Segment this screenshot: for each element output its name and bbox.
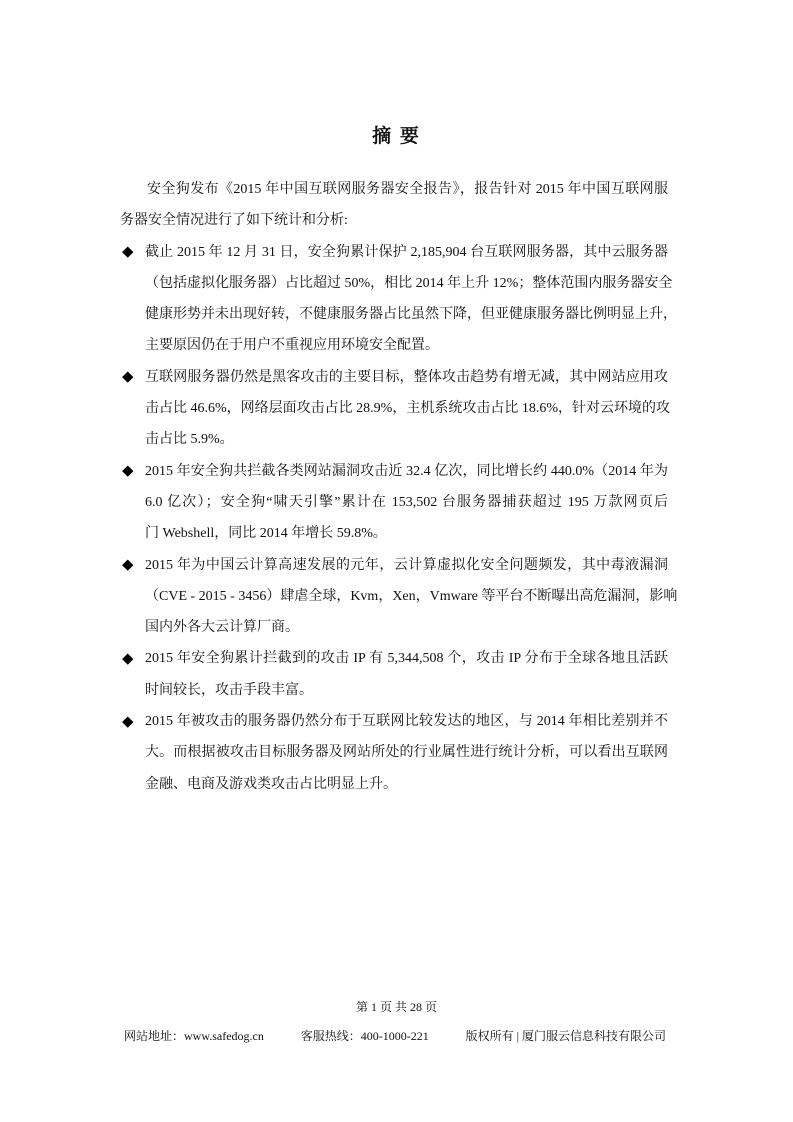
diamond-bullet-icon (122, 716, 133, 727)
intro-line: 务器安全情况进行了如下统计和分析: (120, 213, 348, 229)
page-number: 第 1 页 共 28 页 (355, 1000, 437, 1014)
bullet-line: 健康形势并未出现好转，不健康服务器占比虽然下降，但亚健康服务器比例明显上升， (145, 307, 677, 323)
intro-line: 安全狗发布《2015 年中国互联网服务器安全报告》，报告针对 2015 年中国互联网服 (147, 182, 668, 197)
bullet-line: 截止 2015 年 12 月 31 日，安全狗累计保护 2,185,904 台互联网服务器，其中云服务器 (145, 244, 668, 260)
bullet-line: 主要原因仍在于用户不重视应用环境安全配置。 (145, 338, 439, 354)
diamond-bullet-icon (122, 372, 133, 383)
bullet-line: 门 Webshell，同比 2014 年增长 59.8%。 (145, 526, 387, 542)
bullet-line: （包括虚拟化服务器）占比超过 50%，相比 2014 年上升 12%；整体范围内服务器安全 (145, 275, 673, 291)
bullet-item-1 (145, 237, 677, 362)
bullet-line: 国内外各大云计算厂商。 (145, 620, 299, 636)
bullet-line: 金融、电商及游戏类攻击占比明显上升。 (145, 776, 397, 792)
footer-copyright: 版权所有 | 厦门服云信息科技有限公司 (465, 1029, 666, 1043)
bullet-line: 大。而根据被攻击目标服务器及网站所处的行业属性进行统计分析，可以看出互联网 (145, 745, 668, 761)
bullet-line: 互联网服务器仍然是黑客攻击的主要目标，整体攻击趋势有增无减，其中网站应用攻 (145, 369, 668, 385)
diamond-bullet-icon (122, 247, 133, 258)
intro-paragraph (120, 174, 668, 237)
bullet-item-3 (145, 456, 668, 550)
bullet-line: 6.0 亿次）；安全狗“啸天引擎”累计在 153,502 台服务器捕获超过 195 万款网页后 (145, 494, 668, 510)
bullet-line: 2015 年被攻击的服务器仍然分布于互联网比较发达的地区，与 2014 年相比差别并不 (145, 714, 668, 730)
bullet-item-6 (145, 706, 668, 800)
bullet-line: 击占比 5.9%。 (145, 432, 234, 448)
footer-website: 网站地址：www.safedog.cn (124, 1029, 264, 1043)
footer-hotline: 客服热线：400-1000-221 (300, 1029, 429, 1043)
bullet-line: 2015 年安全狗共拦截各类网站漏洞攻击近 32.4 亿次，同比增长约 440.0%（2014 年为 (145, 463, 668, 479)
diamond-bullet-icon (122, 560, 133, 571)
summary-body (120, 174, 678, 800)
bullet-line: 时间较长，攻击手段丰富。 (145, 682, 313, 698)
page-footer (124, 1027, 666, 1045)
bullet-line: 2015 年为中国云计算高速发展的元年，云计算虚拟化安全问题频发，其中毒液漏洞 (145, 557, 668, 573)
page-title: 摘 要 (372, 126, 421, 147)
diamond-bullet-icon (122, 466, 133, 477)
bullet-item-4 (145, 550, 678, 644)
bullet-item-5 (145, 643, 668, 706)
bullet-line: （CVE - 2015 - 3456）肆虐全球，Kvm，Xen，Vmware 等平台不断曝出高危漏洞，影响 (145, 588, 678, 604)
bullet-line: 2015 年安全狗累计拦截到的攻击 IP 有 5,344,508 个，攻击 IP 分布于全球各地且活跃 (145, 651, 668, 667)
bullet-line: 击占比 46.6%，网络层面攻击占比 28.9%，主机系统攻击占比 18.6%，针对云环境的攻 (145, 401, 670, 417)
bullet-item-2 (145, 362, 668, 456)
diamond-bullet-icon (122, 653, 133, 664)
